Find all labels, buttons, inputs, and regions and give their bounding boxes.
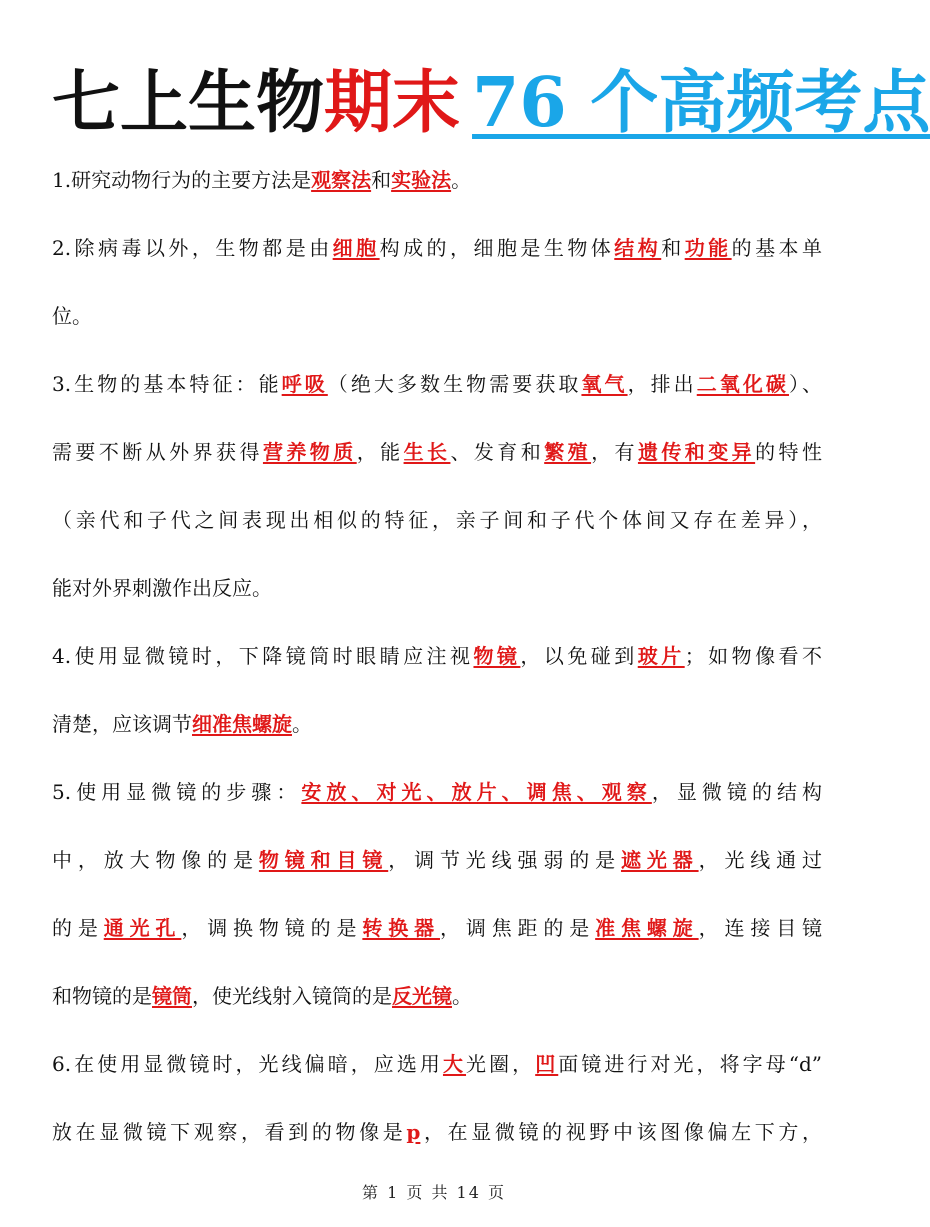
keyword: 玻片 xyxy=(637,644,685,668)
text: 放在显微镜下观察，看到的物像是 xyxy=(52,1120,407,1144)
text: （绝大多数生物需要获取 xyxy=(327,372,582,396)
point-2-line-1 xyxy=(52,214,822,282)
keyword: 营养物质 xyxy=(262,440,357,464)
keyword: 安放、对光、放片、调焦、观察 xyxy=(301,780,652,804)
keyword: p xyxy=(406,1120,421,1144)
keyword: 反光镜 xyxy=(392,984,452,1008)
text: 1.研究动物行为的主要方法是 xyxy=(52,168,312,192)
keyword: 镜筒 xyxy=(152,984,192,1008)
text: 3.生物的基本特征：能 xyxy=(52,372,282,396)
point-5-line-2 xyxy=(52,826,822,894)
text: ，使光线射入镜筒的是 xyxy=(192,984,392,1008)
keyword: 二氧化碳 xyxy=(696,372,789,396)
text: 和 xyxy=(661,236,685,260)
text: ，连接目镜 xyxy=(698,916,823,940)
point-4-line-1 xyxy=(52,622,822,690)
text: 需要不断从外界获得 xyxy=(52,440,263,464)
point-5-line-4 xyxy=(52,962,822,1030)
point-5 xyxy=(52,758,822,1030)
point-3 xyxy=(52,350,822,622)
point-1-line-1 xyxy=(52,146,822,214)
keyword: 呼吸 xyxy=(281,372,328,396)
text: 4.使用显微镜时，下降镜筒时眼睛应注视 xyxy=(52,644,474,668)
text: ，有 xyxy=(591,440,638,464)
keyword: 物镜和目镜 xyxy=(258,848,389,872)
keyword: 繁殖 xyxy=(544,440,592,464)
title-part-3: 76 个高频考点 xyxy=(472,63,930,143)
text: 中，放大物像的是 xyxy=(52,848,259,872)
keyword: 生长 xyxy=(403,440,451,464)
text: 。 xyxy=(452,984,472,1008)
text: ）、 xyxy=(788,372,823,396)
text: 5.使用显微镜的步骤： xyxy=(52,780,302,804)
text: 2.除病毒以外，生物都是由 xyxy=(52,236,333,260)
text: 构成的，细胞是生物体 xyxy=(379,236,615,260)
point-4 xyxy=(52,622,822,758)
point-6-line-1 xyxy=(52,1030,822,1098)
text: 能对外界刺激作出反应。 xyxy=(52,576,272,600)
keyword: 细准焦螺旋 xyxy=(192,712,292,736)
point-6-line-2 xyxy=(52,1098,822,1166)
keyword: 遗传和变异 xyxy=(637,440,756,464)
point-6 xyxy=(52,1030,822,1166)
point-5-line-3 xyxy=(52,894,822,962)
keyword: 大 xyxy=(442,1052,467,1076)
keyword: 氧气 xyxy=(581,372,628,396)
text: 和物镜的是 xyxy=(52,984,152,1008)
point-1 xyxy=(52,146,822,214)
keyword: 观察法 xyxy=(311,168,372,192)
point-3-line-3 xyxy=(52,486,822,554)
text: ，光线通过 xyxy=(698,848,823,872)
keyword: 凹 xyxy=(535,1052,559,1076)
text: 清楚，应该调节 xyxy=(52,712,192,736)
text: 。 xyxy=(292,712,312,736)
title-part-2: 期末 xyxy=(324,63,461,143)
keyword: 实验法 xyxy=(391,168,452,192)
text: ，调焦距的是 xyxy=(439,916,596,940)
text: （亲代和子代之间表现出相似的特征，亲子间和子代个体间又存在差异）， xyxy=(52,508,822,532)
point-2 xyxy=(52,214,822,350)
text: ，排出 xyxy=(627,372,697,396)
text: 和 xyxy=(371,168,392,192)
text: 。 xyxy=(451,168,472,192)
point-4-line-2 xyxy=(52,690,822,758)
text: ，在显微镜的视野中该图像偏左下方， xyxy=(420,1120,823,1144)
keyword: 遮光器 xyxy=(620,848,699,872)
keyword: 通光孔 xyxy=(103,916,182,940)
title-part-1: 七上生物 xyxy=(52,63,325,143)
text: 的特性 xyxy=(755,440,822,464)
point-3-line-2 xyxy=(52,418,822,486)
text: 位。 xyxy=(52,304,92,328)
text: 的基本单 xyxy=(731,236,823,260)
text: ，调换物镜的是 xyxy=(181,916,363,940)
text: 的是 xyxy=(52,916,104,940)
point-3-line-4 xyxy=(52,554,822,622)
text: ；如物像看不 xyxy=(684,644,823,668)
text: 6.在使用显微镜时，光线偏暗，应选用 xyxy=(52,1052,443,1076)
text: ，调节光线强弱的是 xyxy=(388,848,621,872)
point-5-line-1 xyxy=(52,758,822,826)
keyword: 细胞 xyxy=(332,236,380,260)
text: ，以免碰到 xyxy=(520,644,638,668)
keyword: 物镜 xyxy=(473,644,521,668)
point-3-line-1 xyxy=(52,350,822,418)
text: 光圈， xyxy=(466,1052,536,1076)
keyword: 转换器 xyxy=(362,916,440,940)
keyword: 结构 xyxy=(614,236,662,260)
page-footer: 第 1 页 共 14 页 xyxy=(362,1183,506,1202)
keyword: 功能 xyxy=(684,236,732,260)
text: ，能 xyxy=(356,440,404,464)
point-2-line-2 xyxy=(52,282,822,350)
text: 、发育和 xyxy=(450,440,545,464)
text: ，显微镜的结构 xyxy=(651,780,823,804)
keyword: 准焦螺旋 xyxy=(595,916,699,940)
text: 面镜进行对光，将字母“d” xyxy=(558,1052,823,1076)
page-title xyxy=(52,58,930,148)
